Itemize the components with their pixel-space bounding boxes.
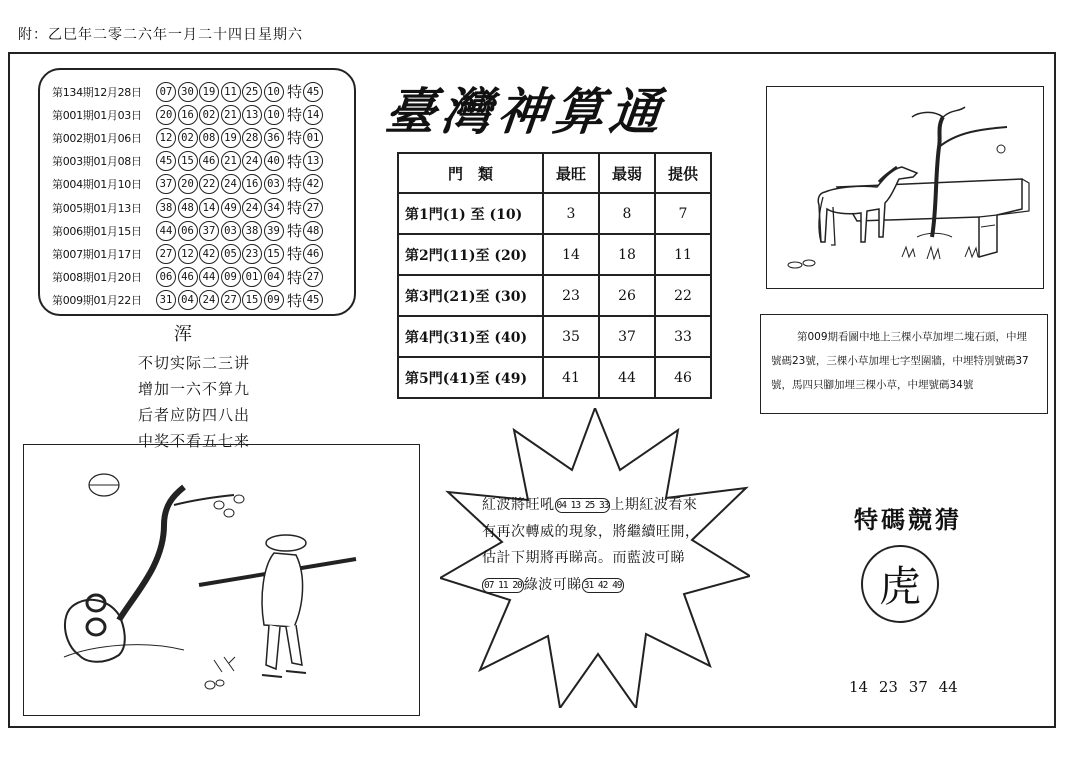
special-label: 特: [287, 268, 303, 287]
cell-min: 37: [599, 316, 655, 357]
star-text-part2: 上期紅波看來有再次轉威的現象，將繼續旺開，估計下期將再睇高。而藍波可睇: [482, 497, 700, 566]
special-label: 特: [287, 291, 303, 310]
result-ball: 04: [264, 267, 284, 287]
result-ball: 02: [199, 105, 219, 125]
result-period: 第001期01月03日: [52, 108, 142, 122]
star-text-part1: 紅波將旺吼: [482, 497, 555, 513]
result-ball: 30: [178, 82, 198, 102]
result-ball: 46: [199, 151, 219, 171]
result-row: [52, 173, 354, 196]
special-label: 特: [287, 83, 303, 102]
result-ball: 01: [242, 267, 262, 287]
result-ball: 12: [156, 128, 176, 148]
result-ball: 45: [156, 151, 176, 171]
star-text-part3: 綠波可睇: [523, 576, 582, 593]
results-panel: [38, 68, 356, 316]
result-ball: 15: [242, 290, 262, 310]
poem-line: 不切实际二三讲: [138, 354, 251, 372]
result-period: 第007期01月17日: [52, 247, 142, 261]
result-ball: 06: [156, 267, 176, 287]
result-period: 第009期01月22日: [52, 294, 142, 308]
result-ball: 05: [221, 244, 241, 264]
result-ball: 31: [156, 290, 176, 310]
result-ball: 34: [264, 198, 284, 218]
poem-line: 后者应防四八出: [138, 406, 251, 424]
result-ball: 48: [178, 198, 198, 218]
blue-balls: 07 11 20: [484, 579, 522, 591]
result-ball: 04: [178, 290, 198, 310]
cell-max: 3: [543, 193, 599, 234]
star-commentary: [482, 492, 704, 598]
result-ball: 27: [156, 244, 176, 264]
table-row: [398, 316, 711, 357]
result-ball: 15: [264, 244, 284, 264]
result-row: [52, 103, 354, 126]
result-ball: 38: [156, 198, 176, 218]
result-ball: 02: [178, 128, 198, 148]
green-balls: 31 42 49: [583, 579, 622, 591]
result-period: 第003期01月08日: [52, 155, 142, 169]
special-ball: 13: [303, 151, 323, 171]
result-period: 第006期01月15日: [52, 224, 142, 238]
result-ball: 37: [156, 174, 176, 194]
cell-min: 18: [599, 234, 655, 275]
cell-give: 46: [655, 357, 711, 398]
result-row: [52, 126, 354, 149]
result-row: [52, 266, 354, 289]
result-ball: 15: [178, 151, 198, 171]
result-ball: 13: [242, 105, 262, 125]
result-row: [52, 150, 354, 173]
special-label: 特: [287, 199, 303, 218]
result-ball: 49: [221, 198, 241, 218]
cell-give: 11: [655, 234, 711, 275]
special-ball: 46: [303, 244, 323, 264]
special-label: 特: [287, 245, 303, 264]
special-label: 特: [287, 175, 303, 194]
gate-table: [397, 152, 712, 399]
table-row: [398, 234, 711, 275]
flute-drawing: [24, 445, 419, 715]
result-ball: 28: [242, 128, 262, 148]
result-ball: 38: [242, 221, 262, 241]
result-ball: 08: [199, 128, 219, 148]
table-row: [398, 193, 711, 234]
cell-min: 8: [599, 193, 655, 234]
guess-numbers: 14 23 37 44: [849, 678, 958, 696]
cell-gate: 第1門(1) 至 (10): [398, 193, 543, 234]
result-ball: 20: [178, 174, 198, 194]
cell-max: 14: [543, 234, 599, 275]
result-ball: 11: [221, 82, 241, 102]
table-row: [398, 275, 711, 316]
result-ball: 27: [221, 290, 241, 310]
result-ball: 24: [242, 151, 262, 171]
result-ball: 07: [156, 82, 176, 102]
result-ball: 21: [221, 151, 241, 171]
table-row: [398, 357, 711, 398]
result-ball: 09: [264, 290, 284, 310]
result-row: [52, 242, 354, 265]
result-ball: 14: [199, 198, 219, 218]
result-ball: 23: [242, 244, 262, 264]
guess-title: 特碼競猜: [854, 505, 962, 534]
col-header-gate: 門 類: [398, 153, 543, 193]
poem-line: 中奖不看五七来: [138, 432, 251, 450]
col-header-min: 最弱: [599, 153, 655, 193]
cell-min: 26: [599, 275, 655, 316]
special-ball: 45: [303, 82, 323, 102]
result-ball: 21: [221, 105, 241, 125]
result-period: 第002期01月06日: [52, 131, 142, 145]
cell-give: 22: [655, 275, 711, 316]
table-header-row: [398, 153, 711, 193]
result-row: [52, 289, 354, 312]
special-ball: 48: [303, 221, 323, 241]
horse-drawing: [767, 87, 1043, 288]
page-title: 臺灣神算通: [382, 82, 669, 141]
special-ball: 45: [303, 290, 323, 310]
result-ball: 22: [199, 174, 219, 194]
cell-max: 35: [543, 316, 599, 357]
result-ball: 12: [178, 244, 198, 264]
poem-line: 增加一六不算九: [138, 380, 251, 398]
result-ball: 19: [221, 128, 241, 148]
result-ball: 24: [199, 290, 219, 310]
col-header-give: 提供: [655, 153, 711, 193]
result-ball: 24: [221, 174, 241, 194]
result-ball: 20: [156, 105, 176, 125]
cell-give: 33: [655, 316, 711, 357]
result-ball: 10: [264, 82, 284, 102]
result-ball: 10: [264, 105, 284, 125]
zodiac-char: 虎: [878, 562, 921, 611]
result-ball: 42: [199, 244, 219, 264]
special-label: 特: [287, 152, 303, 171]
result-ball: 39: [264, 221, 284, 241]
poem-title: 浑: [174, 324, 192, 345]
hint-note: 第009期看圖中地上三棵小草加埋二塊石頭，中埋號碼23號，三棵小草加埋七字型圍牆，中埋特別號碼37號，馬四只腳加埋三棵小草，中埋號碼34號: [760, 314, 1048, 414]
result-ball: 16: [242, 174, 262, 194]
result-ball: 16: [178, 105, 198, 125]
result-row: [52, 80, 354, 103]
special-ball: 01: [303, 128, 323, 148]
result-ball: 40: [264, 151, 284, 171]
result-period: 第004期01月10日: [52, 178, 142, 192]
special-ball: 42: [303, 174, 323, 194]
special-label: 特: [287, 222, 303, 241]
special-label: 特: [287, 106, 303, 125]
cell-gate: 第4門(31)至 (40): [398, 316, 543, 357]
result-ball: 19: [199, 82, 219, 102]
result-period: 第008期01月20日: [52, 271, 142, 285]
cell-give: 7: [655, 193, 711, 234]
result-row: [52, 196, 354, 219]
special-label: 特: [287, 129, 303, 148]
poem: [138, 320, 250, 454]
result-period: 第005期01月13日: [52, 201, 142, 215]
result-ball: 37: [199, 221, 219, 241]
cell-gate: 第5門(41)至 (49): [398, 357, 543, 398]
result-ball: 25: [242, 82, 262, 102]
result-ball: 06: [178, 221, 198, 241]
result-ball: 36: [264, 128, 284, 148]
result-period: 第134期12月28日: [52, 85, 142, 99]
result-ball: 44: [156, 221, 176, 241]
result-ball: 03: [264, 174, 284, 194]
cell-max: 41: [543, 357, 599, 398]
cell-gate: 第2門(11)至 (20): [398, 234, 543, 275]
flute-player-illustration: [23, 444, 420, 716]
horse-illustration: [766, 86, 1044, 289]
result-ball: 03: [221, 221, 241, 241]
result-ball: 09: [221, 267, 241, 287]
special-ball: 14: [303, 105, 323, 125]
col-header-max: 最旺: [543, 153, 599, 193]
special-ball: 27: [303, 267, 323, 287]
result-ball: 46: [178, 267, 198, 287]
zodiac-circle: [861, 545, 939, 623]
header-date: 附：乙巳年二零二六年一月二十四日星期六: [18, 27, 303, 43]
result-ball: 44: [199, 267, 219, 287]
cell-max: 23: [543, 275, 599, 316]
special-ball: 27: [303, 198, 323, 218]
red-balls: 04 13 25 33: [556, 500, 609, 511]
result-row: [52, 219, 354, 242]
cell-min: 44: [599, 357, 655, 398]
cell-gate: 第3門(21)至 (30): [398, 275, 543, 316]
result-ball: 24: [242, 198, 262, 218]
